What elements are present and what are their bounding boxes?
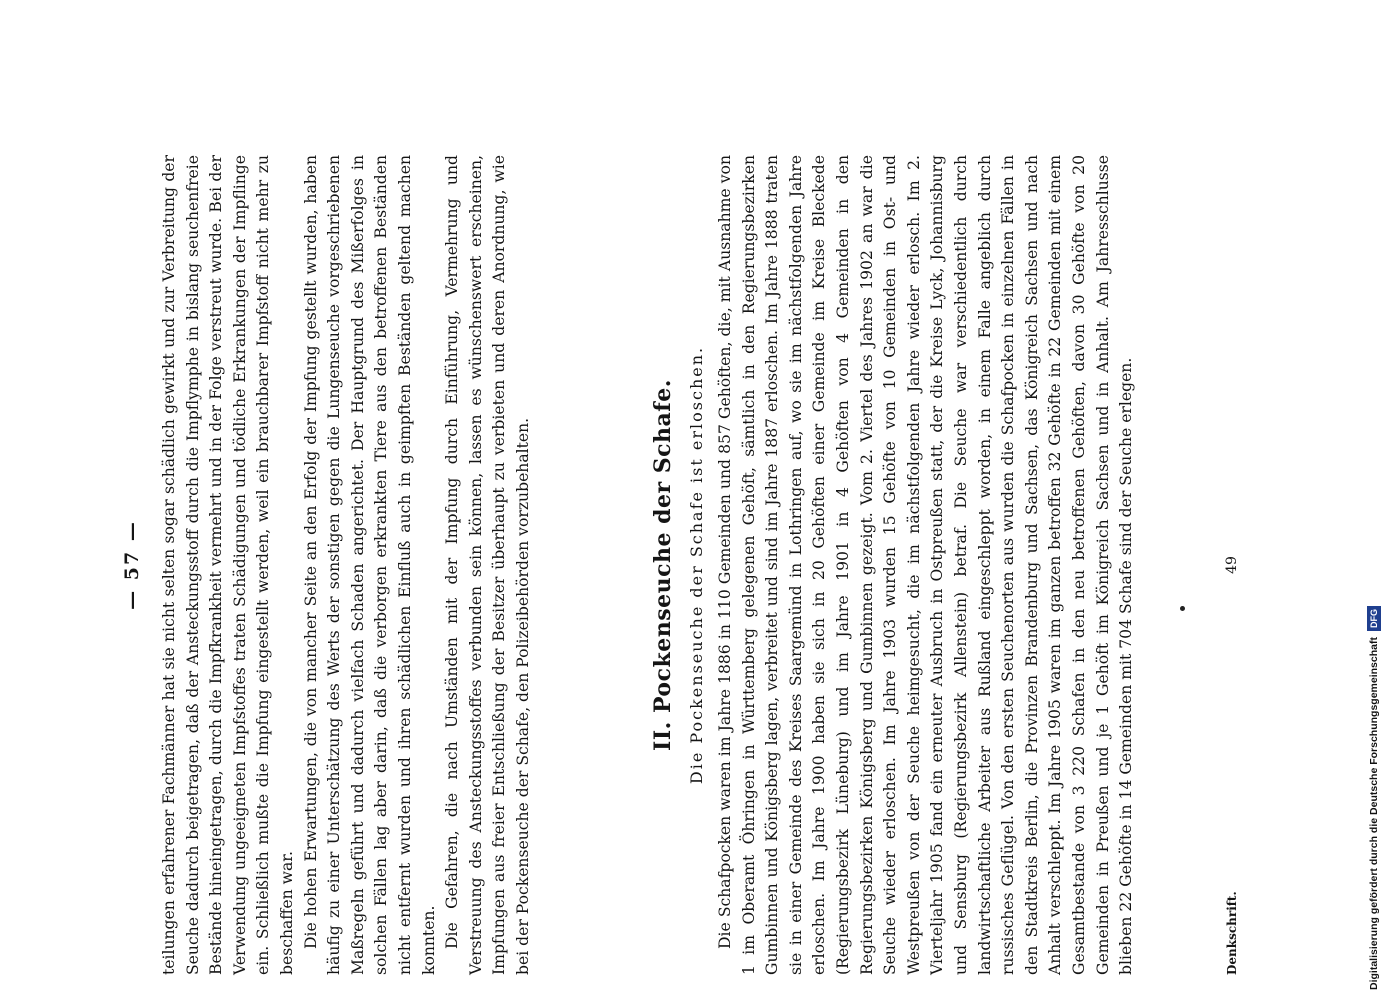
paragraph-2: Die hohen Erwartungen, die von mancher Seite an den Erfolg der Impfung gestellt wurden, haben häufig zu einer Unterschätzung des Werts der sonstigen gegen die Lungenseuche vorgeschriebenen Maßregeln geführt und dadurch vielfach Schaden angerichtet. Der Hauptgrund des Mißerfolges in solchen Fällen lag aber darin, daß die verborgen erkrankten Tiere aus den betroffenen Beständen nicht entfernt wurden und ihren schädlichen Einfluß auch in geimpften Beständen geltend machen konnten. (301, 155, 438, 975)
section-paragraph: Die Schafpocken waren im Jahre 1886 in 110 Gemeinden und 857 Gehöften, die, mit Ausnahme von 1 im Oberamt Öhringen in Württemberg gelegenen Gehöft, sämtlich in den Regierungsbezirken Gumbinnen und Königsberg lagen, verbreitet und sind im Jahre 1887 erloschen. Im Jahre 1888 traten sie in einer Gemeinde des Kreises Saargemünd in Lothringen auf, wo sie im nächstfolgenden Jahre erloschen. Im Jahre 1900 haben sie sich in 20 Gehöften einer Gemeinde im Kreise Bleckede (Regierungsbezirk Lüneburg) und im Jahre 1901 in 4 Gehöften von 4 Gemeinden in den Regierungsbezirken Königsberg und Gumbinnen gezeigt. Vom 2. Viertel des Jahres 1902 an war die Seuche wieder erloschen. Im Jahre 1903 wurden 15 Gehöfte von 10 Gemeinden in Ost- und Westpreußen von der Seuche heimgesucht, die im nächstfolgenden Jahre wieder erlosch. Im 2. Vierteljahr 1905 fand ein erneuter Ausbruch in Ostpreußen statt, der die Kreise Lyck, Johannisburg und Sensburg (Regierungsbezirk Allenstein) betraf. Die Seuche war verschiedentlich durch landwirtschaftliche Arbeiter aus Rußland eingeschleppt worden, in einem Falle angeblich durch russisches Geflügel. Von den ersten Seuchenorten aus wurden die Schafpocken in einzelnen Fällen in den Stadtkreis Berlin, die Provinzen Brandenburg und Sachsen, das Königreich Sachsen und nach Anhalt verschleppt. Im Jahre 1905 waren im ganzen betroffen 32 Gehöfte in 22 Gemeinden mit einem Gesamtbestande von 3 220 Schafen in den neu betroffenen Gehöften, davon 30 Gehöfte von 20 Gemeinden in Preußen und je 1 Gehöft im Königreich Sachsen und in Anhalt. Am Jahresschlusse blieben 22 Gehöfte in 14 Gemeinden mit 704 Schafe sind der Seuche erlegen. (716, 155, 1136, 975)
footer-signature: 49 (1224, 556, 1240, 574)
paragraph-3: Die Gefahren, die nach Umständen mit der Impfung durch Einführung, Vermehrung und Verstreuung des Ansteckungsstoffes verbunden sein können, lassen es wünschenswert erscheinen, Impfungen aus freier Entschließung der Besitzer überhaupt zu verbieten und deren Anordnung, wie bei der Pockenseuche der Schafe, den Polizeibehörden vorzubehalten. (443, 155, 532, 975)
rotated-document-page (120, 155, 1260, 975)
section-sheep-pox (648, 155, 1139, 975)
paragraph-1: teilungen erfahrener Fachmänner hat sie nicht selten sogar schädlich gewirkt und zur Verbreitung der Seuche dadurch beigetragen, daß der Ansteckungsstoff durch die Impflymphe in bislang seuchenfreie Bestände hineingetragen, durch die Impfkrankheit vermehrt und in der Folge verstreut wurde. Bei der Verwendung ungeeigneten Impfstoffes traten Schädigungen und tödliche Erkrankungen der Impflinge ein. Schließlich mußte die Impfung eingestellt werden, weil ein brauchbarer Impfstoff nicht mehr zu beschaffen war. (160, 155, 296, 975)
page-number: — 57 — (121, 520, 143, 610)
credit-text: Digitalisierung gefördert durch die Deutsche Forschungsgemeinschaft (1368, 637, 1380, 990)
section-title: II. Pockenseuche der Schafe. (650, 379, 676, 751)
section-body (714, 155, 1139, 975)
ink-dot (1180, 606, 1185, 611)
dfg-logo: DFG (1367, 606, 1381, 631)
digitization-credit (1366, 0, 1382, 990)
section-subtitle: Die Pockenseuche der Schafe ist erloschen. (687, 345, 706, 785)
page-footer (1218, 155, 1246, 975)
upper-text-block (158, 155, 536, 975)
footer-left-label: Denkschrift. (1225, 891, 1239, 975)
